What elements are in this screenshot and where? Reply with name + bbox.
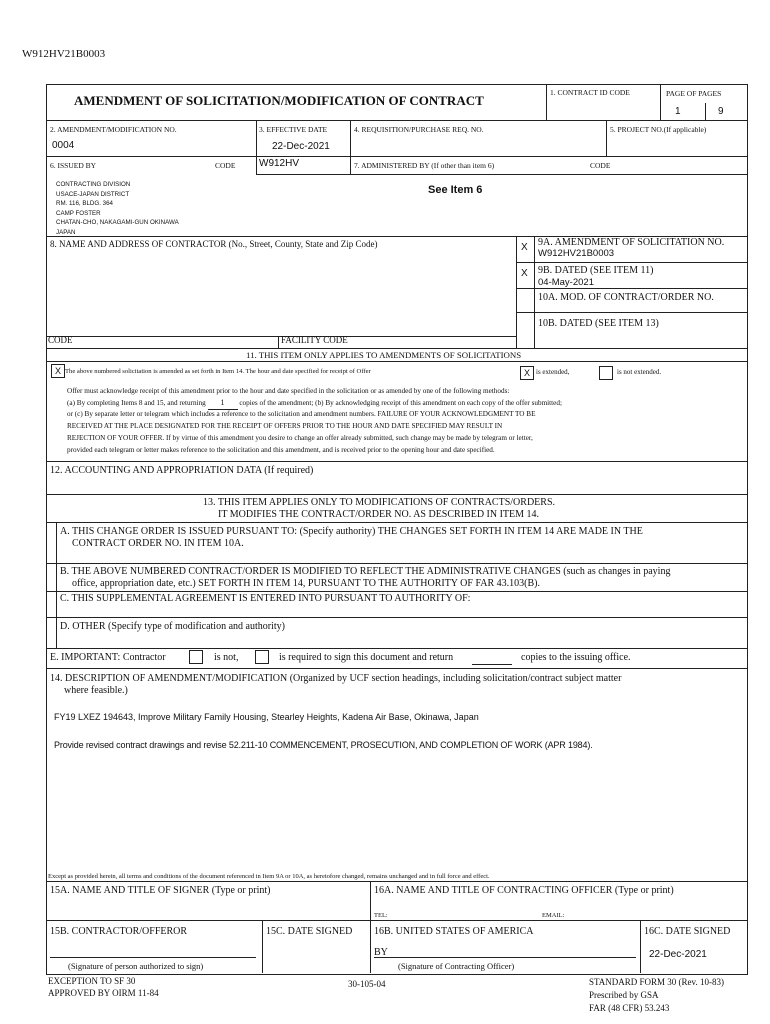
item-e-copies-label: copies to the issuing office. — [521, 652, 631, 663]
effective-date-label: 3. EFFECTIVE DATE — [259, 125, 328, 134]
contractor-label: 8. NAME AND ADDRESS OF CONTRACTOR (No., Street, County, State and Zip Code) — [50, 239, 378, 249]
total-pages: 9 — [718, 106, 724, 117]
item11-line1: The above numbered solicitation is amended as set forth in Item 14. The hour and date specified for receipt of Offer — [65, 368, 371, 375]
item-e-label: E. IMPORTANT: Contractor — [50, 652, 166, 663]
item-e-is-not-label: is not, — [214, 652, 239, 663]
16b-signature-line — [374, 957, 636, 958]
10a-label: 10A. MOD. OF CONTRACT/ORDER NO. — [538, 292, 714, 303]
item11-extended-checkbox[interactable]: X — [520, 366, 534, 380]
item11-p2b: copies of the amendment; (b) By acknowledging receipt of this amendment on each copy of the offer submitted; — [239, 399, 562, 407]
footer-prescribed: Prescribed by GSA — [589, 990, 659, 1000]
amendment-no-value: 0004 — [52, 140, 75, 151]
address-line: RM. 116, BLDG. 364 — [56, 200, 113, 208]
item11-not-extended-label: is not extended. — [617, 368, 662, 376]
15b-signature-caption: (Signature of person authorized to sign) — [68, 961, 204, 971]
footer-approved: APPROVED BY OIRM 11-84 — [48, 988, 159, 998]
15b-signature-line — [50, 957, 256, 958]
15c-label: 15C. DATE SIGNED — [266, 926, 353, 937]
issued-by-code-label: CODE — [215, 161, 236, 170]
item13-d: D. OTHER (Specify type of modification and authority) — [60, 621, 285, 632]
item13-b-line1: B. THE ABOVE NUMBERED CONTRACT/ORDER IS MODIFIED TO REFLECT THE ADMINISTRATIVE CHANGES (such as changes in paying — [60, 566, 671, 577]
item13-b-line2: office, appropriation date, etc.) SET FORTH IN ITEM 14, PURSUANT TO THE AUTHORITY OF FAR 43.103(B). — [72, 578, 540, 589]
item12-label: 12. ACCOUNTING AND APPROPRIATION DATA (If required) — [50, 465, 314, 476]
item14-description-line2: Provide revised contract drawings and revise 52.211-10 COMMENCEMENT, PROSECUTION, AND COMPLETION OF WORK (APR 1984). — [54, 740, 593, 750]
address-line: CONTRACTING DIVISION — [56, 181, 131, 188]
item11-extended-label: is extended, — [536, 368, 570, 376]
item11-header: 11. THIS ITEM ONLY APPLIES TO AMENDMENTS OF SOLICITATIONS — [246, 350, 522, 360]
item-e-is-not-checkbox[interactable] — [189, 650, 203, 664]
administered-by-label: 7. ADMINISTERED BY (If other than item 6) — [354, 161, 495, 170]
16c-label: 16C. DATE SIGNED — [644, 926, 731, 937]
item-e-is-required-label: is required to sign this document and return — [279, 652, 454, 663]
page-number: 1 — [675, 106, 681, 117]
item13-a-line1: A. THIS CHANGE ORDER IS ISSUED PURSUANT TO: (Specify authority) THE CHANGES SET FORTH IN ITEM 14 ARE MADE IN THE — [60, 526, 643, 537]
address-line: CAMP FOSTER — [56, 209, 101, 217]
administered-by-value: See Item 6 — [428, 184, 483, 196]
9a-value: W912HV21B0003 — [538, 248, 615, 259]
item-e-copies-blank — [472, 664, 512, 665]
contractor-code-label: CODE — [48, 335, 73, 345]
16a-label: 16A. NAME AND TITLE OF CONTRACTING OFFICER (Type or print) — [374, 885, 674, 896]
item13-header2: IT MODIFIES THE CONTRACT/ORDER NO. AS DESCRIBED IN ITEM 14. — [218, 509, 540, 520]
form-title: AMENDMENT OF SOLICITATION/MODIFICATION OF CONTRACT — [74, 93, 484, 108]
item11-p4: RECEIVED AT THE PLACE DESIGNATED FOR THE RECEIPT OF OFFERS PRIOR TO THE HOUR AND DATE SPECIFIED MAY RESULT IN — [67, 422, 503, 430]
footer-far: FAR (48 CFR) 53.243 — [589, 1003, 670, 1013]
item14-footer: Except as provided herein, all terms and conditions of the document referenced in Item 9A or 10A, as heretofore changed, remains unchanged and in full force and effect. — [48, 873, 490, 880]
address-line: JAPAN — [56, 228, 76, 236]
effective-date-value: 22-Dec-2021 — [272, 141, 330, 152]
requisition-label: 4. REQUISITION/PURCHASE REQ. NO. — [354, 125, 484, 134]
9a-label: 9A. AMENDMENT OF SOLICITATION NO. — [538, 237, 725, 248]
item14-label2: where feasible.) — [64, 685, 128, 696]
15b-label: 15B. CONTRACTOR/OFFEROR — [50, 926, 188, 937]
9b-label: 9B. DATED (SEE ITEM 11) — [538, 265, 654, 276]
item11-p2a: (a) By completing Items 8 and 15, and returning — [67, 399, 206, 407]
item13-header1: 13. THIS ITEM APPLIES ONLY TO MODIFICATIONS OF CONTRACTS/ORDERS. — [203, 497, 556, 508]
16c-value: 22-Dec-2021 — [649, 949, 707, 960]
address-line: USACE-JAPAN DISTRICT — [56, 190, 130, 198]
item11-p1: Offer must acknowledge receipt of this amendment prior to the hour and date specified in the solicitation or as amended by one of the following methods: — [67, 387, 510, 395]
item11-p6: provided each telegram or letter makes reference to the solicitation and this amendment, and is received prior to the opening hour and date specified. — [67, 446, 495, 454]
issued-by-label: 6. ISSUED BY — [50, 161, 97, 170]
16a-email-label: EMAIL: — [542, 912, 565, 919]
item13-a-line2: CONTRACT ORDER NO. IN ITEM 10A. — [72, 538, 244, 549]
item11-amended-checkbox[interactable]: X — [51, 364, 65, 378]
15a-label: 15A. NAME AND TITLE OF SIGNER (Type or print) — [50, 885, 271, 896]
issuer-address — [56, 180, 179, 238]
item11-not-extended-checkbox[interactable] — [599, 366, 613, 380]
item14-label1: 14. DESCRIPTION OF AMENDMENT/MODIFICATION (Organized by UCF section headings, including solicitation/contract subject matter — [50, 673, 622, 684]
10b-label: 10B. DATED (SEE ITEM 13) — [538, 318, 659, 329]
9b-check: X — [521, 268, 528, 279]
16a-tel-label: TEL: — [374, 912, 388, 919]
page-of-pages-label: PAGE OF PAGES — [666, 89, 722, 98]
footer-exception: EXCEPTION TO SF 30 — [48, 976, 136, 986]
9a-check: X — [521, 242, 528, 253]
16b-signature-caption: (Signature of Contracting Officer) — [398, 961, 515, 971]
9b-value: 04-May-2021 — [538, 277, 594, 288]
issued-by-code: W912HV — [259, 158, 300, 169]
address-line: CHATAN-CHO, NAKAGAMI-GUN OKINAWA — [56, 219, 179, 227]
facility-code-label: FACILITY CODE — [281, 335, 348, 345]
footer-form-code: 30-105-04 — [348, 979, 386, 989]
16b-by-label: BY — [374, 947, 388, 958]
contract-id-label: 1. CONTRACT ID CODE — [550, 88, 630, 97]
item13-c: C. THIS SUPPLEMENTAL AGREEMENT IS ENTERED INTO PURSUANT TO AUTHORITY OF: — [60, 593, 471, 604]
item11-copies-count: 1 — [208, 397, 238, 410]
item11-p5: REJECTION OF YOUR OFFER. If by virtue of this amendment you desire to change an offer already submitted, such change may be made by telegram or letter, — [67, 434, 533, 442]
project-no-label: 5. PROJECT NO.(If applicable) — [610, 125, 707, 134]
item11-p3: or (c) By separate letter or telegram which includes a reference to the solicitation and amendment numbers. FAILURE OF YOUR ACKNOWLEDGMENT TO BE — [67, 410, 536, 418]
16b-label: 16B. UNITED STATES OF AMERICA — [374, 926, 534, 937]
administered-by-code-label: CODE — [590, 161, 611, 170]
document-id: W912HV21B0003 — [22, 48, 106, 60]
item-e-is-required-checkbox[interactable] — [255, 650, 269, 664]
footer-standard-form: STANDARD FORM 30 (Rev. 10-83) — [589, 977, 724, 987]
item14-description-line1: FY19 LXEZ 194643, Improve Military Family Housing, Stearley Heights, Kadena Air Base, Okinawa, Japan — [54, 712, 479, 722]
item11-p2 — [67, 397, 562, 410]
amendment-no-label: 2. AMENDMENT/MODIFICATION NO. — [50, 125, 177, 134]
